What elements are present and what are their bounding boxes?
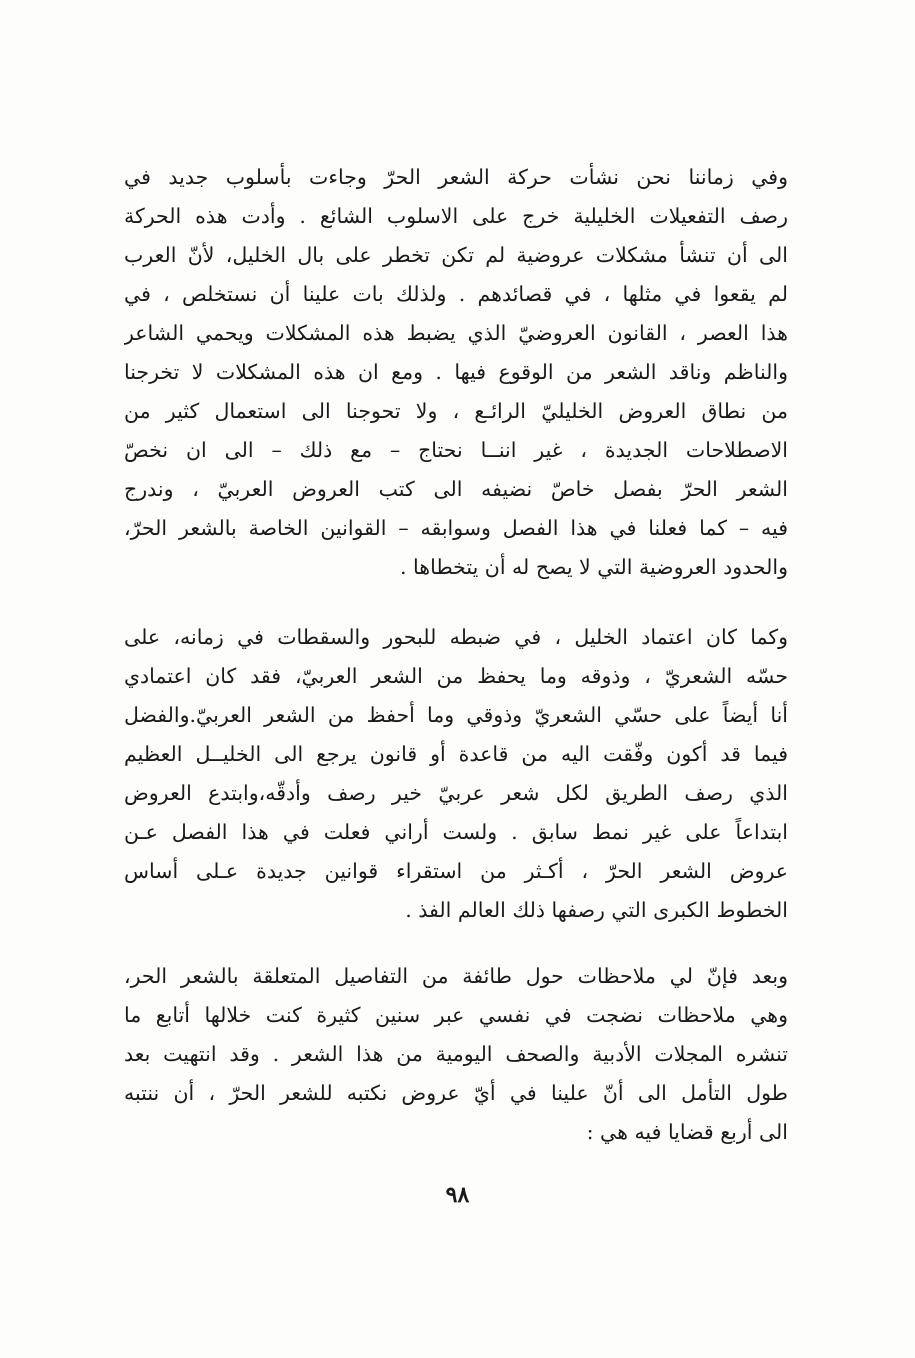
text-line: الذي رصف الطريق لكل شعر عربيّ خير رصف وأدقّه،وابتدع العروض bbox=[124, 781, 788, 805]
text-line: وبعد فإنّ لي ملاحظات حول طائفة من التفاصيل المتعلقة بالشعر الحر، bbox=[124, 964, 788, 988]
text-line: والحدود العروضية التي لا يصح له أن يتخطاها . bbox=[400, 555, 788, 579]
text-line: الخطوط الكبرى التي رصفها ذلك العالم الفذ . bbox=[405, 898, 788, 922]
text-line: والناظم وناقد الشعر من الوقوع فيها . ومع ان هذه المشكلات لا تخرجنا bbox=[124, 360, 788, 384]
text-line: فيه – كما فعلنا في هذا الفصل وسوابقه – القوانين الخاصة بالشعر الحرّ، bbox=[124, 516, 788, 540]
text-line: وكما كان اعتماد الخليل ، في ضبطه للبحور والسقطات في زمانه، على bbox=[124, 625, 788, 649]
text-line: عروض الشعر الحرّ ، أكـثر من استقراء قوانين جديدة عـلى أساس bbox=[124, 859, 788, 883]
text-line: فيما قد أكون وفّقت اليه من قاعدة أو قانون يرجع الى الخليــل العظيم bbox=[124, 742, 788, 766]
text-line: وهي ملاحظات نضجت في نفسي عبر سنين كثيرة كنت خلالها أتابع ما bbox=[124, 1003, 788, 1027]
text-line: طول التأمل الى أنّ علينا في أيّ عروض نكتبه للشعر الحرّ ، أن ننتبه bbox=[124, 1081, 788, 1105]
paragraph-khalil-reliance bbox=[124, 618, 788, 930]
text-line: لم يقعوا في مثلها ، في قصائدهم . ولذلك بات علينا أن نستخلص ، في bbox=[124, 282, 788, 306]
text-line: حسّه الشعريّ ، وذوقه وما يحفظ من الشعر العربيّ، فقد كان اعتمادي bbox=[124, 664, 788, 688]
text-line: هذا العصر ، القانون العروضيّ الذي يضبط هذه المشكلات ويحمي الشاعر bbox=[124, 321, 788, 345]
text-line: الى أربع قضايا فيه هي : bbox=[586, 1120, 788, 1144]
text-line: الاصطلاحات الجديدة ، غير اننــا نحتاج – مع ذلك – الى ان نخصّ bbox=[124, 438, 788, 462]
text-line: الى أن تنشأ مشكلات عروضية لم تكن تخطر على بال الخليل، لأنّ العرب bbox=[124, 243, 788, 267]
page-number: ٩٨ bbox=[445, 1182, 470, 1208]
text-line: أنا أيضاً على حسّي الشعريّ وذوقي وما أحفظ من الشعر العربيّ.والفضل bbox=[124, 703, 788, 727]
text-line: الشعر الحرّ بفصل خاصّ نضيفه الى كتب العروض العربيّ ، وندرج bbox=[124, 477, 788, 501]
paragraph-free-verse-prosody bbox=[124, 158, 788, 587]
text-line: من نطاق العروض الخليليّ الرائـع ، ولا تحوجنا الى استعمال كثير من bbox=[124, 399, 788, 423]
text-line: ابتداعاً على غير نمط سابق . ولست أراني فعلت في هذا الفصل عـن bbox=[124, 820, 788, 844]
paragraph-four-issues bbox=[124, 957, 788, 1152]
text-line: رصف التفعيلات الخليلية خرج على الاسلوب الشائع . وأدت هذه الحركة bbox=[124, 204, 788, 228]
text-line: وفي زماننا نحن نشأت حركة الشعر الحرّ وجاءت بأسلوب جديد في bbox=[124, 165, 788, 189]
text-line: تنشره المجلات الأدبية والصحف اليومية من هذا الشعر . وقد انتهيت بعد bbox=[124, 1042, 788, 1066]
